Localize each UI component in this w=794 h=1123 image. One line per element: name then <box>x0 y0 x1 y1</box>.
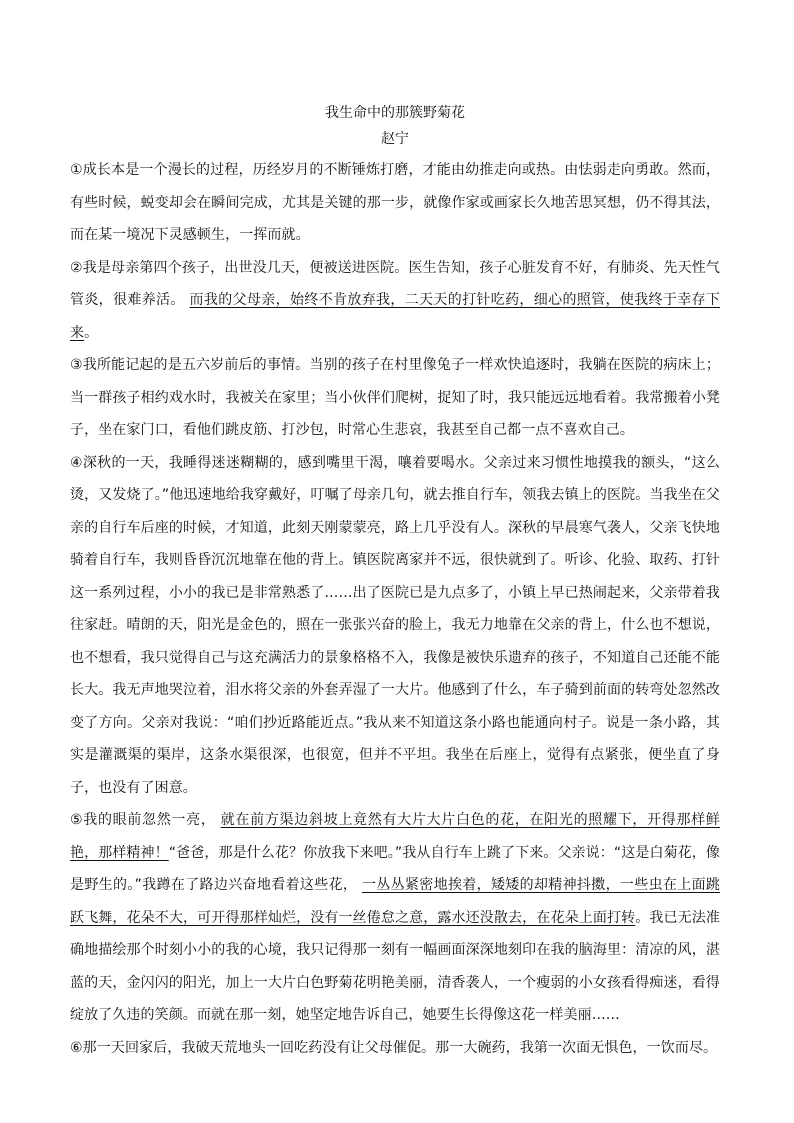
document-author: 赵宁 <box>381 131 409 147</box>
paragraph-text: ①成长本是一个漫长的过程，历经岁月的不断锤炼打磨，才能由幼推走向或热。由怯弱走向勇敢。然而，有些时候，蜕变却会在瞬间完成，尤其是关键的那一步，就像作家或画家长久地苦思冥想，仍不得其法，而在某一境况下灵感顿生，一挥而就。 <box>70 162 720 243</box>
document-body <box>70 154 720 1064</box>
paragraph-p2 <box>70 252 720 350</box>
paragraph-text: ②我是母亲第四个孩子，出世没几天，便被送进医院。医生告知，孩子心脏发育不好，有肺炎、先天性气管炎，很难养活。 <box>70 259 720 308</box>
paragraph-text: ④深秋的一天，我睡得迷迷糊糊的，感到嘴里干渴，嚷着要喝水。父亲过来习惯性地摸我的额头，“这么烫，又发烧了。”他迅速地给我穿戴好，叮嘱了母亲几句，就去推自行车，领我去镇上的医院。当我坐在父亲的自行车后座的时候，才知道，此刻天刚蒙蒙亮，路上几乎没有人。深秋的早晨寒气袭人，父亲飞快地骑着自行车，我则昏昏沉沉地靠在他的背上。镇医院离家并不远，很快就到了。听诊、化验、取药、打针这一系列过程，小小的我已是非常熟悉了……出了医院已是九点多了，小镇上早已热闹起来，父亲带着我往家赶。晴朗的天，阳光是金色的，照在一张张兴奋的脸上，我无力地靠在父亲的背上，什么也不想说，也不想看，我只觉得自己与这充满活力的景象格格不入，我像是被快乐遗弃的孩子，不知道自己还能不能长大。我无声地哭泣着，泪水将父亲的外套弄湿了一大片。他感到了什么，车子骑到前面的转弯处忽然改变了方向。父亲对我说：“咱们抄近路能近点。”我从来不知道这条小路也能通向村子。说是一条小路，其实是灌溉渠的渠岸，这条水渠很深，也很宽，但并不平坦。我坐在后座上，觉得有点紧张，便坐直了身子，也没有了困意。 <box>70 454 720 796</box>
paragraph-p5 <box>70 804 720 1032</box>
paragraph-text: ⑤我的眼前忽然一亮， <box>70 812 221 828</box>
paragraph-text: ⑥那一天回家后，我破天荒地头一回吃药没有让父母催促。那一大碗药，我第一次面无惧色，一饮而尽。 <box>70 1039 718 1056</box>
document-title: 我生命中的那簇野菊花 <box>325 105 465 121</box>
paragraph-text: “爸爸，那是什么花？你放我下来吧。”我从自行车上跳了下来。父亲说：“这是白菊花，像是野生的。”我蹲在了路边兴奋地看着这些花， <box>70 844 720 893</box>
paragraph-p6 <box>70 1032 720 1065</box>
paragraph-text: ③我所能记起的是五六岁前后的事情。当别的孩子在村里像兔子一样欢快追逐时，我躺在医院的病床上；当一群孩子相约戏水时，我被关在家里；当小伙伴们爬树，捉知了时，我只能远远地看着。我常搬着小凳子，坐在家门口，看他们跳皮筋、打沙包，时常心生悲哀，我甚至自己都一点不喜欢自己。 <box>70 357 720 438</box>
paragraph-text: 。 <box>84 324 99 341</box>
paragraph-p1 <box>70 154 720 252</box>
paragraph-text: 。我已无法准确地描绘那个时刻小小的我的心境，我只记得那一刻有一幅画面深深地刻印在我的脑海里：清凉的风，湛蓝的天，金闪闪的阳光，加上一大片白色野菊花明艳美丽，清香袭人，一个瘦弱的小女孩看得痴迷，看得绽放了久违的笑颜。而就在那一刻，她坚定地告诉自己，她要生长得像这花一样美丽…… <box>70 909 720 1023</box>
document-page <box>70 100 720 1064</box>
paragraph-p3 <box>70 349 720 447</box>
underlined-sentence: 而我的父母亲，始终不肯放弃我，二天天的打针吃药，细心的照管，使我终于幸存下来 <box>70 292 720 341</box>
paragraph-p4 <box>70 447 720 805</box>
underlined-sentence: 一丛丛紧密地挨着，矮矮的却精神抖擞，一些虫在上面跳跃飞舞，花朵不大，可开得那样灿烂，没有一丝倦怠之意，露水还没散去，在花朵上面打转 <box>70 877 720 926</box>
underlined-sentence: 就在前方渠边斜坡上竟然有大片大片白色的花，在阳光的照耀下，开得那样鲜艳，那样精神！ <box>70 812 720 861</box>
